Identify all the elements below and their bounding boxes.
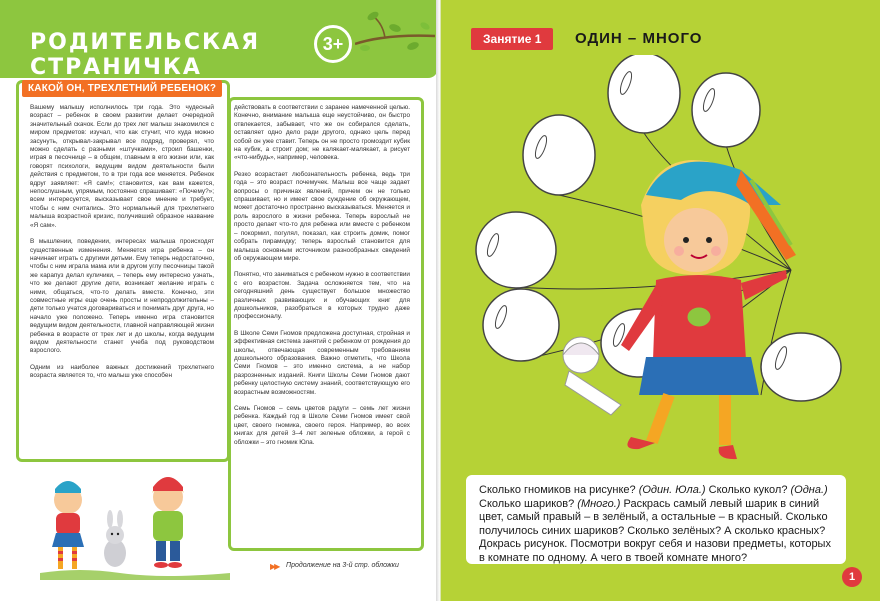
text-column-2 (234, 104, 410, 455)
task-answer: (Одна.) (790, 484, 828, 496)
lesson-label: Занятие 1 (471, 28, 553, 50)
kids-illustration (40, 455, 230, 580)
branch-icon (355, 6, 437, 54)
task-answer: (Один. Юла.) (638, 484, 706, 496)
page-title: РОДИТЕЛЬСКАЯ СТРАНИЧКА (30, 30, 261, 80)
task-text (466, 475, 846, 564)
task-text-part: Сколько гномиков на рисунке? (479, 484, 639, 496)
task-text-part: Раскрась самый левый шарик в синий цвет, самый правый – в зелёный, а остальные – в красный. Сколько получилось синих шариков? Сколько зелёных? А сколько красных? Докрась рисунок. Посмотри вокруг себя и назови предметы, которых в комнате по одному. А чего в твоей комнате много? (479, 497, 831, 564)
task-answer: (Много.) (577, 497, 621, 510)
page-number: 1 (842, 567, 862, 587)
text-column-1 (30, 104, 214, 389)
lesson-title: ОДИН – МНОГО (575, 30, 703, 47)
task-text-part: Сколько кукол? (705, 484, 791, 496)
balloons-illustration (441, 55, 880, 475)
paragraph: Семь Гномов – семь цветов радуги – семь лет жизни ребенка. Каждый год в Школе Семи Гномов имеет свой цвет, своего гномика, своего героя. Например, во всех книгах для детей 3–4 лет зеленые обложки, а герой с обложки – это гномик Юла. (234, 405, 410, 446)
paragraph: В Школе Семи Гномов предложена доступная, стройная и эффективная система занятий с ребенком от рождения до школы, отвечающая современным требованиям дошкольного образования. Важно отметить, что Школа Семи Гномов – это именно система, а не набор разрозненных изданий. Книги Школы Семи Гномов дают ребенку целостную систему знаний, соответствующую его возрастным возможностям. (234, 329, 410, 396)
continue-note: Продолжение на 3-й стр. обложки (286, 562, 399, 569)
left-page (0, 0, 438, 601)
paragraph: Понятно, что заниматься с ребенком нужно в соответствии с его возрастом. Задача осложняется тем, что на сегодняшний день существует большое множество различных развивающих и обучающих книг для дошкольников, разобраться в которых трудно даже профессионалу. (234, 271, 411, 321)
continue-arrow-icon: ▶▶ (270, 562, 279, 571)
gnome-girl (621, 160, 796, 459)
section-question: КАКОЙ ОН, ТРЕХЛЕТНИЙ РЕБЕНОК? (22, 80, 222, 97)
paragraph: Вашему малышу исполнилось три года. Это чудесный возраст – ребенок в своем развитии делает очередной значительный скачок. Если до трех лет малыш знакомился с миром предметов: изучал, что как стучит, что куда можно засунуть, открывал-закрывал все подряд, проверял, что можно сделать с разными «штучками», строил башенки, играя в песочнице – в общем, главным в его жизни или, как говорят психологи, ведущим видом деятельности были действия с предметом, то в три года все меняется. Ребенок вдруг заявляет: «Я сам!»; становится, как вам кажется, непослушным, упрямым, постоянно спрашивает: «Почему?»; всем интересуется, высказывает свое мнение и требует, чтобы с ним считались. Это нормальный для трехлетнего малыша возрастной кризис, получивший образное название «Я сам». (30, 104, 214, 229)
paragraph: Резко возрастает любознательность ребенка, ведь три года – это возраст почемучек. Малыш все чаще задает вопросы о причинах явлений, причем он не только спрашивает, но и имеет свое суждение об окружающем, может достаточно пространно высказываться. Меняется и роль взрослого в жизни ребенка. Теперь взрослый не просто делает что-то для ребенка или вместе с ребенком – покормил, погулял, показал, как строить домик, помог собрать пирамидку; теперь взрослый становится для малыша основным источником разнообразных сведений об окружающем мире. (234, 170, 410, 262)
age-badge: 3+ (314, 25, 352, 63)
paragraph: действовать в соответствии с заранее намеченной целью. Конечно, внимание малыша еще неустойчиво, он быстро отвлекается, забывает, что же он собирался сделать, оставляет одно дело ради другого, однако цель перед собой он уже ставит. Теперь он не просто громоздит кубик на кубик, а строит дом; не калякает-малякает, а рисует «что-нибудь», например, человека. (234, 104, 410, 162)
paragraph: В мышлении, поведении, интересах малыша происходят существенные изменения. Меняется игра ребенка – он начинает играть с другими детьми. Ему теперь недостаточно, чтобы с ним играла мама или в другом углу песочницы такой же карапуз делал куличики, – теперь ему интересно узнать, что же делают другие дети, возникает желание играть с ними, общаться, что-то делать вместе. Конечно, эти совместные игры еще очень просты и непродолжительны – дети только учатся договариваться и понимать друг друга, но начало уже положено. Теперь именно игра становится ведущим видом деятельности, главной направляющей жизни ребенка в возрасте от трех лет и до школы, когда ведущим видом деятельности станет учеба под руководством взрослого. (30, 238, 214, 355)
task-text-part: Сколько шариков? (479, 497, 578, 510)
paragraph: Одним из наиболее важных достижений трехлетнего возраста является то, что малыш уже способен (30, 363, 214, 380)
